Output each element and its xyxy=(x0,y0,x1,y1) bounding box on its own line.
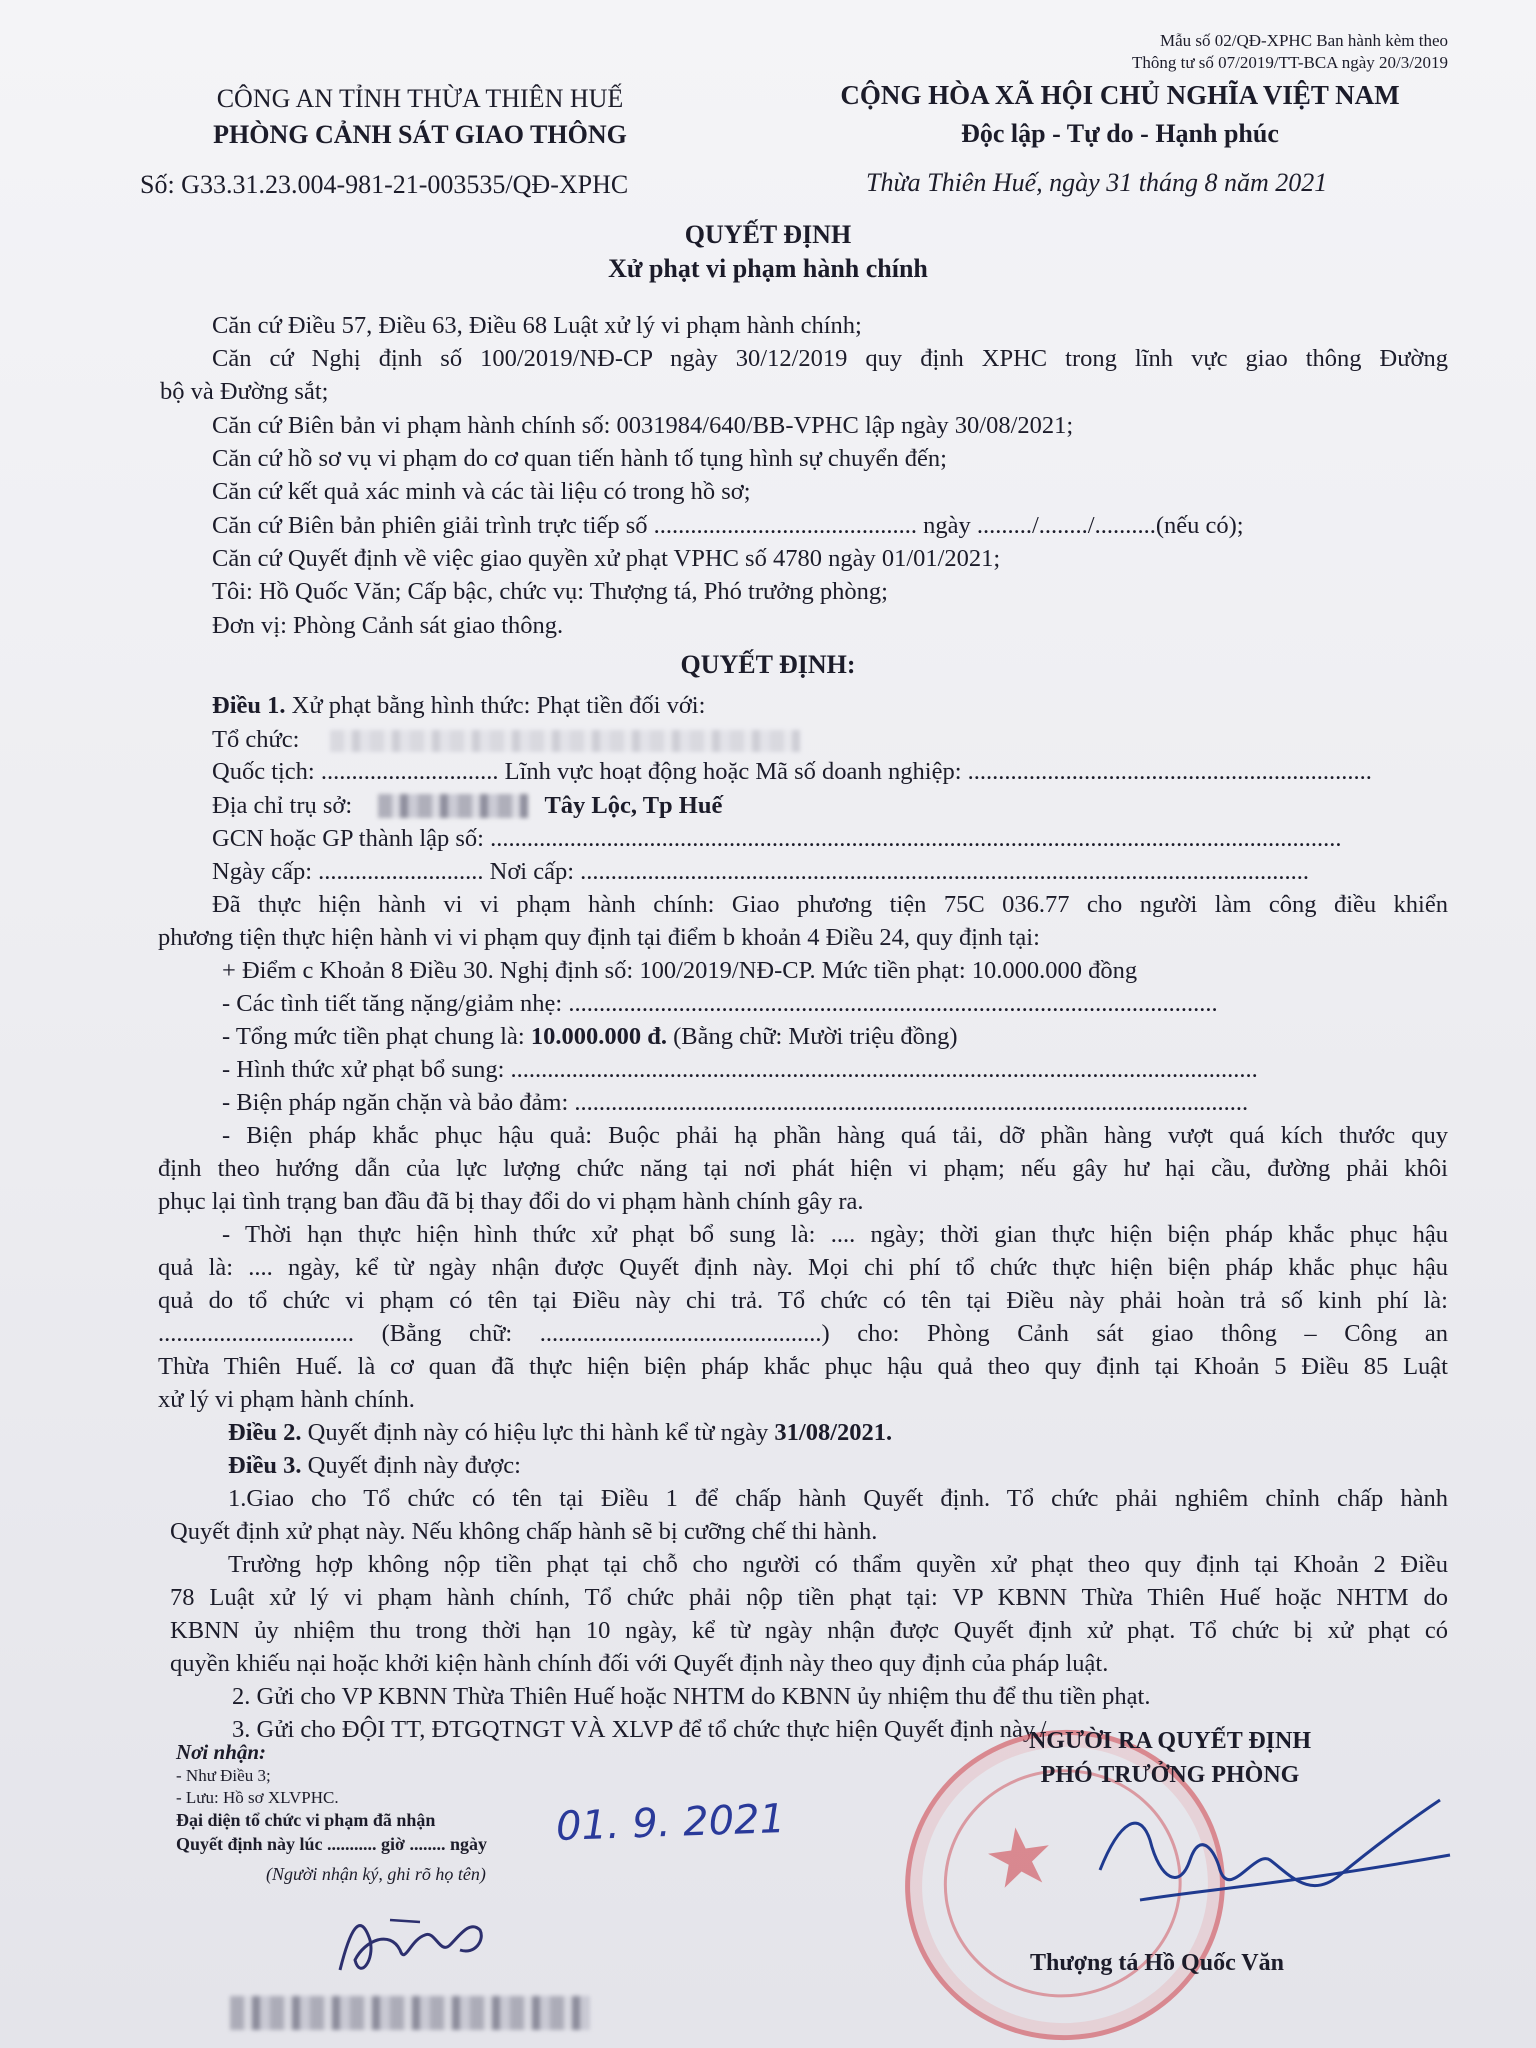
preamble-line-3: bộ và Đường sắt; xyxy=(160,378,329,405)
handwritten-received-date: 01. 9. 2021 xyxy=(555,1796,786,1850)
article2 xyxy=(228,1419,892,1447)
star-icon: ★ xyxy=(978,1810,1062,1908)
recipient-signature xyxy=(330,1900,500,1990)
form-note-line2: Thông tư số 07/2019/TT-BCA ngày 20/3/2019 xyxy=(1131,53,1448,72)
country-name: CỘNG HÒA XÃ HỘI CHỦ NGHĨA VIỆT NAM xyxy=(840,80,1400,110)
signer-title-2: PHÓ TRƯỞNG PHÒNG xyxy=(1040,1762,1300,1788)
article1-issue-date: Ngày cấp: ........................... Nơi cấp: ....................................................................................................................... xyxy=(212,858,1310,885)
received-line-2: Quyết định này lúc ........... giờ ........ ngày xyxy=(176,1834,488,1854)
department-name: PHÒNG CẢNH SÁT GIAO THÔNG xyxy=(213,120,627,149)
place-date: Thừa Thiên Huế, ngày 31 tháng 8 năm 2021 xyxy=(866,168,1328,197)
preamble-line-5: Căn cứ hồ sơ vụ vi phạm do cơ quan tiến hành tố tụng hình sự chuyển đến; xyxy=(212,445,947,472)
article1-deadline-5: Thừa Thiên Huế. là cơ quan đã thực hiện biện pháp khắc phục hậu quả theo quy định tại Khoản 5 Điều 85 Luật xyxy=(158,1353,1448,1380)
article3-p2c: KBNN ủy nhiệm thu trong thời hạn 10 ngày, kể từ ngày nhận được Quyết định xử phạt. Tổ chức bị xử phạt có xyxy=(170,1617,1448,1644)
received-line-1: Đại diện tổ chức vi phạm đã nhận xyxy=(176,1810,436,1830)
signer-name: Thượng tá Hồ Quốc Văn xyxy=(1030,1950,1284,1976)
article1-nationality: Quốc tịch: ............................. Lĩnh vực hoạt động hoặc Mã số doanh nghiệp: .................................................................. xyxy=(212,758,1372,785)
signer-title-1: NGƯỜI RA QUYẾT ĐỊNH xyxy=(1028,1728,1312,1754)
article3-p1a: 1.Giao cho Tổ chức có tên tại Điều 1 để chấp hành Quyết định. Tổ chức phải nghiêm chỉnh chấp hành xyxy=(228,1485,1448,1512)
article1-remedy-2: định theo hướng dẫn của lực lượng chức năng tại nơi phát hiện vi phạm; nếu gây hư hại cầu, đường phải khôi xyxy=(158,1155,1448,1182)
preamble-line-10: Đơn vị: Phòng Cảnh sát giao thông. xyxy=(212,612,564,639)
article3-p3: 2. Gửi cho VP KBNN Thừa Thiên Huế hoặc NHTM do KBNN ủy nhiệm thu để thu tiền phạt. xyxy=(232,1683,1151,1710)
header-left xyxy=(140,84,700,150)
redacted-address xyxy=(378,794,528,818)
article1-label: Điều 1. xyxy=(212,692,286,719)
article3-p2d: quyền khiếu nại hoặc khởi kiện hành chính đối với Quyết định này theo quy định của pháp luật. xyxy=(170,1650,1109,1677)
article1-deadline-2: quả là: .... ngày, kể từ ngày nhận được Quyết định này. Mọi chi phí tổ chức thực hiện biện pháp khắc phục hậu xyxy=(158,1254,1448,1281)
article1-remedy-1: - Biện pháp khắc phục hậu quả: Buộc phải hạ phần hàng quá tải, dỡ phần hàng vượt quá kích thước quy xyxy=(222,1122,1448,1149)
preamble-line-6: Căn cứ kết quả xác minh và các tài liệu có trong hồ sơ; xyxy=(212,478,751,505)
header-right xyxy=(820,80,1420,149)
article2-text: Quyết định này có hiệu lực thi hành kể từ ngày xyxy=(307,1419,769,1446)
article3-p2a: Trường hợp không nộp tiền phạt tại chỗ cho người có thẩm quyền xử phạt theo quy định tại Khoản 2 Điều xyxy=(228,1551,1448,1578)
article1-point: + Điểm c Khoản 8 Điều 30. Nghị định số: 100/2019/NĐ-CP. Mức tiền phạt: 10.000.000 đồng xyxy=(222,957,1138,984)
article1-prevention: - Biện pháp ngăn chặn và bảo đảm: .............................................................................................................. xyxy=(222,1089,1249,1116)
article3-text: Quyết định này được: xyxy=(307,1452,521,1479)
article1-deadline-4: ................................ (Bằng chữ: ..............................................) cho: Phòng Cảnh sát giao thông – Công an xyxy=(158,1320,1448,1347)
recipients-heading: Nơi nhận: xyxy=(176,1740,267,1764)
preamble-line-9: Tôi: Hồ Quốc Văn; Cấp bậc, chức vụ: Thượng tá, Phó trưởng phòng; xyxy=(212,578,888,605)
article2-label: Điều 2. xyxy=(228,1419,302,1446)
article1-additional: - Hình thức xử phạt bổ sung: .......................................................................................................................... xyxy=(222,1056,1258,1083)
decision-heading: QUYẾT ĐỊNH: xyxy=(680,650,856,679)
article1-heading xyxy=(212,692,705,720)
article2-date: 31/08/2021. xyxy=(774,1419,893,1446)
preamble-line-2: Căn cứ Nghị định số 100/2019/NĐ-CP ngày 30/12/2019 quy định XPHC trong lĩnh vực giao thông Đường xyxy=(212,345,1448,372)
form-note-line1: Mẫu số 02/QĐ-XPHC Ban hành kèm theo xyxy=(1159,31,1448,50)
redacted-recipient-name xyxy=(230,1996,590,2030)
total-prefix: - Tổng mức tiền phạt chung là: xyxy=(222,1023,525,1050)
article1-violation-1: Đã thực hiện hành vi vi phạm hành chính: Giao phương tiện 75C 036.77 cho người làm công điều khiển xyxy=(212,891,1448,918)
address-label: Địa chỉ trụ sở: xyxy=(212,792,353,819)
article1-deadline-3: quả do tổ chức vi phạm có tên tại Điều này chi trả. Tổ chức có tên tại Điều này phải hoàn trả số kinh phí là: xyxy=(158,1287,1448,1314)
article3-p4: 3. Gửi cho ĐỘI TT, ĐTGQTNGT VÀ XLVP để tổ chức thực hiện Quyết định này./. xyxy=(232,1716,1053,1743)
title-sub: Xử phạt vi phạm hành chính xyxy=(608,254,928,283)
total-words: (Bằng chữ: Mười triệu đồng) xyxy=(673,1023,958,1050)
article3-label: Điều 3. xyxy=(228,1452,302,1479)
article1-org: Tổ chức: xyxy=(212,726,300,753)
decision-number: Số: G33.31.23.004-981-21-003535/QĐ-XPHC xyxy=(140,170,629,199)
article3-p1b: Quyết định xử phạt này. Nếu không chấp hành sẽ bị cưỡng chế thi hành. xyxy=(170,1518,878,1545)
article3-p2b: 78 Luật xử lý vi phạm hành chính, Tổ chức phải nộp tiền phạt tại: VP KBNN Thừa Thiên Huế hoặc NHTM do xyxy=(170,1584,1448,1611)
article3 xyxy=(228,1452,521,1480)
document-title xyxy=(568,220,968,284)
article1-deadline-1: - Thời hạn thực hiện hình thức xử phạt bổ sung là: .... ngày; thời gian thực hiện biện pháp khắc phục hậu xyxy=(222,1221,1448,1248)
preamble-line-1: Căn cứ Điều 57, Điều 63, Điều 68 Luật xử lý vi phạm hành chính; xyxy=(212,312,862,339)
recipients-item-2: - Lưu: Hồ sơ XLVPHC. xyxy=(176,1788,339,1807)
article1-deadline-6: xử lý vi phạm hành chính. xyxy=(158,1386,415,1413)
country-motto: Độc lập - Tự do - Hạnh phúc xyxy=(961,119,1279,148)
recipient-note: (Người nhận ký, ghi rõ họ tên) xyxy=(266,1864,486,1884)
article1-violation-2: phương tiện thực hiện hành vi vi phạm quy định tại điểm b khoản 4 Điều 24, quy định tại: xyxy=(158,924,1040,951)
redacted-org xyxy=(330,730,800,752)
form-note xyxy=(1132,30,1448,74)
preamble-line-4: Căn cứ Biên bản vi phạm hành chính số: 0031984/640/BB-VPHC lập ngày 30/08/2021; xyxy=(212,412,1074,439)
total-amount: 10.000.000 đ. xyxy=(530,1023,667,1050)
title-main: QUYẾT ĐỊNH xyxy=(684,220,852,249)
preamble-line-7: Căn cứ Biên bản phiên giải trình trực tiếp số ........................................... ngày ........./......../..........(nếu có); xyxy=(212,512,1244,539)
article1-text: Xử phạt bằng hình thức: Phạt tiền đối với: xyxy=(291,692,706,719)
recipients-item-1: - Như Điều 3; xyxy=(176,1766,271,1785)
signer-signature xyxy=(1080,1780,1460,1940)
article1-circumstances: - Các tình tiết tăng nặng/giảm nhẹ: .......................................................................................................... xyxy=(222,990,1218,1017)
address-value: Tây Lộc, Tp Huế xyxy=(544,792,723,819)
article1-total xyxy=(222,1023,958,1051)
article1-gcn: GCN hoặc GP thành lập số: ........................................................................................................................................... xyxy=(212,825,1342,852)
preamble-line-8: Căn cứ Quyết định về việc giao quyền xử phạt VPHC số 4780 ngày 01/01/2021; xyxy=(212,545,1001,572)
agency-name: CÔNG AN TỈNH THỪA THIÊN HUẾ xyxy=(216,84,624,113)
article1-remedy-3: phục lại tình trạng ban đầu đã bị thay đổi do vi phạm hành chính gây ra. xyxy=(158,1188,864,1215)
